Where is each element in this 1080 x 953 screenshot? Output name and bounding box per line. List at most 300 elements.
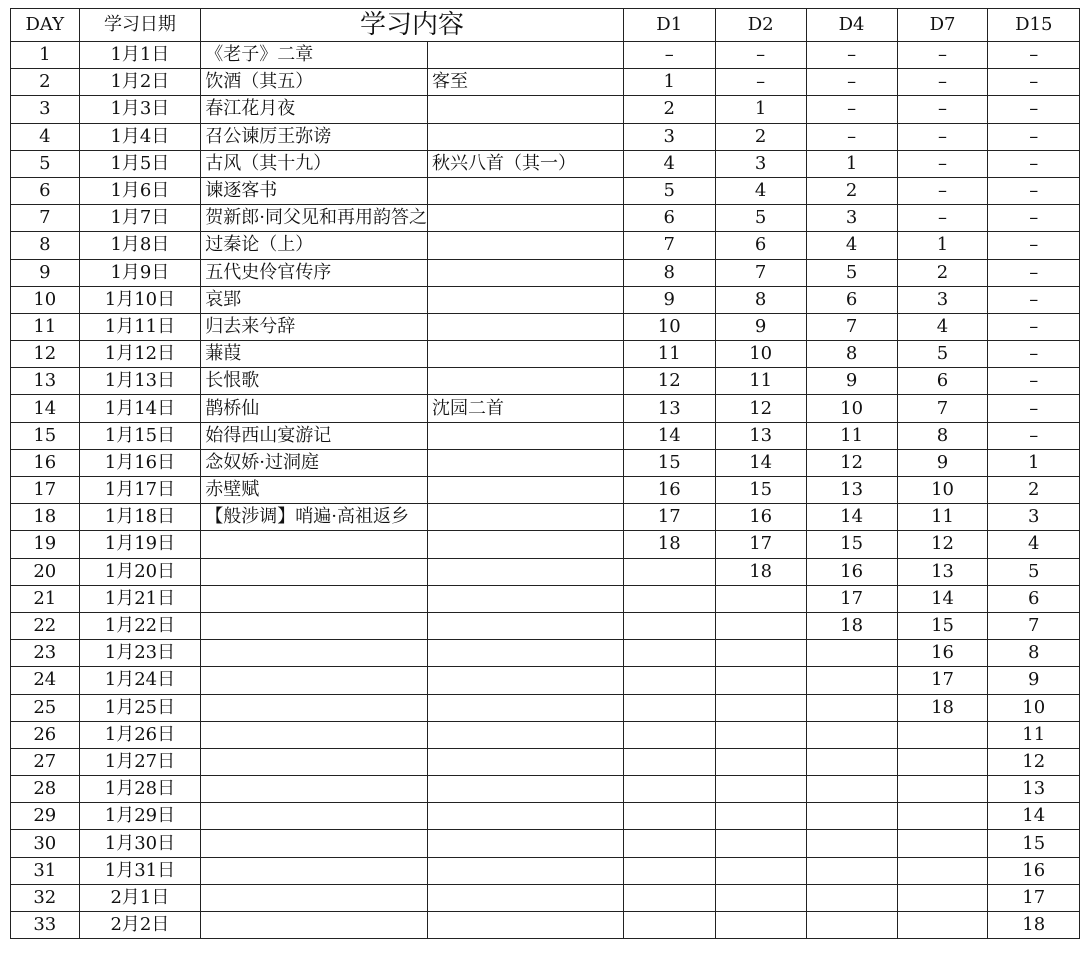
content-cell[interactable] — [201, 776, 428, 803]
content-cell[interactable]: 归去来兮辞 — [201, 313, 428, 340]
review-d7-cell[interactable]: 12 — [897, 531, 988, 558]
day-cell[interactable]: 8 — [11, 232, 80, 259]
content-cell[interactable]: 长恨歌 — [201, 368, 428, 395]
header-d1[interactable]: D1 — [623, 9, 715, 42]
review-d2-cell[interactable]: 11 — [715, 368, 806, 395]
review-d1-cell[interactable] — [623, 830, 715, 857]
review-d7-cell[interactable]: 10 — [897, 477, 988, 504]
review-d2-cell[interactable]: 13 — [715, 422, 806, 449]
day-cell[interactable]: 12 — [11, 341, 80, 368]
review-d2-cell[interactable]: 8 — [715, 286, 806, 313]
review-d15-cell[interactable]: 9 — [988, 667, 1080, 694]
content-extra-cell[interactable] — [428, 721, 624, 748]
date-cell[interactable]: 1月29日 — [79, 803, 201, 830]
review-d4-cell[interactable]: 10 — [806, 395, 897, 422]
review-d7-cell[interactable]: – — [897, 150, 988, 177]
review-d15-cell[interactable]: 5 — [988, 558, 1080, 585]
review-d7-cell[interactable]: 17 — [897, 667, 988, 694]
review-d1-cell[interactable]: 14 — [623, 422, 715, 449]
date-cell[interactable]: 2月1日 — [79, 884, 201, 911]
header-d2[interactable]: D2 — [715, 9, 806, 42]
review-d4-cell[interactable] — [806, 721, 897, 748]
review-d15-cell[interactable]: – — [988, 368, 1080, 395]
content-extra-cell[interactable] — [428, 640, 624, 667]
content-extra-cell[interactable] — [428, 912, 624, 939]
content-extra-cell[interactable] — [428, 694, 624, 721]
content-extra-cell[interactable]: 沈园二首 — [428, 395, 624, 422]
review-d1-cell[interactable]: 6 — [623, 205, 715, 232]
content-extra-cell[interactable] — [428, 42, 624, 69]
review-d2-cell[interactable] — [715, 640, 806, 667]
review-d7-cell[interactable]: 6 — [897, 368, 988, 395]
review-d1-cell[interactable]: 2 — [623, 96, 715, 123]
review-d1-cell[interactable] — [623, 884, 715, 911]
day-cell[interactable]: 2 — [11, 69, 80, 96]
content-extra-cell[interactable] — [428, 857, 624, 884]
date-cell[interactable]: 1月12日 — [79, 341, 201, 368]
day-cell[interactable]: 28 — [11, 776, 80, 803]
review-d1-cell[interactable]: 8 — [623, 259, 715, 286]
review-d15-cell[interactable]: – — [988, 395, 1080, 422]
content-cell[interactable] — [201, 531, 428, 558]
review-d7-cell[interactable]: – — [897, 96, 988, 123]
review-d1-cell[interactable] — [623, 585, 715, 612]
review-d1-cell[interactable]: 7 — [623, 232, 715, 259]
review-d15-cell[interactable]: 8 — [988, 640, 1080, 667]
content-cell[interactable]: 贺新郎·同父见和再用韵答之 — [201, 205, 428, 232]
content-extra-cell[interactable] — [428, 776, 624, 803]
review-d15-cell[interactable]: 17 — [988, 884, 1080, 911]
content-cell[interactable] — [201, 585, 428, 612]
content-extra-cell[interactable] — [428, 205, 624, 232]
date-cell[interactable]: 1月30日 — [79, 830, 201, 857]
review-d15-cell[interactable]: – — [988, 69, 1080, 96]
content-cell[interactable]: 始得西山宴游记 — [201, 422, 428, 449]
review-d2-cell[interactable]: 10 — [715, 341, 806, 368]
day-cell[interactable]: 20 — [11, 558, 80, 585]
content-extra-cell[interactable] — [428, 259, 624, 286]
date-cell[interactable]: 1月11日 — [79, 313, 201, 340]
content-cell[interactable]: 《老子》二章 — [201, 42, 428, 69]
content-cell[interactable] — [201, 830, 428, 857]
review-d4-cell[interactable]: 4 — [806, 232, 897, 259]
content-extra-cell[interactable] — [428, 422, 624, 449]
review-d4-cell[interactable]: 6 — [806, 286, 897, 313]
day-cell[interactable]: 10 — [11, 286, 80, 313]
review-d7-cell[interactable]: 18 — [897, 694, 988, 721]
content-extra-cell[interactable] — [428, 123, 624, 150]
content-cell[interactable]: 鹊桥仙 — [201, 395, 428, 422]
review-d1-cell[interactable] — [623, 912, 715, 939]
review-d15-cell[interactable]: 6 — [988, 585, 1080, 612]
review-d15-cell[interactable]: – — [988, 150, 1080, 177]
review-d1-cell[interactable] — [623, 694, 715, 721]
content-extra-cell[interactable] — [428, 504, 624, 531]
review-d2-cell[interactable]: 3 — [715, 150, 806, 177]
date-cell[interactable]: 1月9日 — [79, 259, 201, 286]
review-d1-cell[interactable]: 17 — [623, 504, 715, 531]
date-cell[interactable]: 1月26日 — [79, 721, 201, 748]
review-d2-cell[interactable] — [715, 912, 806, 939]
review-d7-cell[interactable]: 8 — [897, 422, 988, 449]
review-d1-cell[interactable]: 4 — [623, 150, 715, 177]
review-d2-cell[interactable]: 4 — [715, 177, 806, 204]
review-d15-cell[interactable]: – — [988, 313, 1080, 340]
review-d15-cell[interactable]: 13 — [988, 776, 1080, 803]
content-cell[interactable] — [201, 721, 428, 748]
review-d1-cell[interactable]: 12 — [623, 368, 715, 395]
content-cell[interactable] — [201, 912, 428, 939]
day-cell[interactable]: 32 — [11, 884, 80, 911]
content-cell[interactable]: 古风（其十九） — [201, 150, 428, 177]
review-d1-cell[interactable] — [623, 667, 715, 694]
review-d15-cell[interactable]: 14 — [988, 803, 1080, 830]
review-d1-cell[interactable]: 18 — [623, 531, 715, 558]
content-cell[interactable]: 春江花月夜 — [201, 96, 428, 123]
review-d2-cell[interactable]: 7 — [715, 259, 806, 286]
content-cell[interactable] — [201, 640, 428, 667]
review-d4-cell[interactable]: 12 — [806, 449, 897, 476]
content-extra-cell[interactable] — [428, 313, 624, 340]
content-extra-cell[interactable] — [428, 585, 624, 612]
review-d4-cell[interactable] — [806, 694, 897, 721]
review-d2-cell[interactable] — [715, 721, 806, 748]
review-d7-cell[interactable]: 14 — [897, 585, 988, 612]
review-d15-cell[interactable]: – — [988, 341, 1080, 368]
review-d4-cell[interactable]: 5 — [806, 259, 897, 286]
review-d4-cell[interactable] — [806, 803, 897, 830]
date-cell[interactable]: 1月1日 — [79, 42, 201, 69]
date-cell[interactable]: 1月22日 — [79, 612, 201, 639]
day-cell[interactable]: 16 — [11, 449, 80, 476]
day-cell[interactable]: 19 — [11, 531, 80, 558]
review-d15-cell[interactable]: – — [988, 286, 1080, 313]
review-d2-cell[interactable]: 9 — [715, 313, 806, 340]
content-cell[interactable]: 饮酒（其五） — [201, 69, 428, 96]
review-d2-cell[interactable] — [715, 830, 806, 857]
review-d2-cell[interactable] — [715, 694, 806, 721]
day-cell[interactable]: 21 — [11, 585, 80, 612]
date-cell[interactable]: 1月5日 — [79, 150, 201, 177]
date-cell[interactable]: 1月7日 — [79, 205, 201, 232]
review-d1-cell[interactable]: 15 — [623, 449, 715, 476]
review-d7-cell[interactable]: 1 — [897, 232, 988, 259]
day-cell[interactable]: 6 — [11, 177, 80, 204]
review-d15-cell[interactable]: – — [988, 96, 1080, 123]
review-d7-cell[interactable] — [897, 803, 988, 830]
date-cell[interactable]: 1月18日 — [79, 504, 201, 531]
content-extra-cell[interactable] — [428, 667, 624, 694]
content-extra-cell[interactable] — [428, 232, 624, 259]
review-d7-cell[interactable]: – — [897, 123, 988, 150]
review-d2-cell[interactable]: 12 — [715, 395, 806, 422]
review-d15-cell[interactable]: 15 — [988, 830, 1080, 857]
date-cell[interactable]: 1月17日 — [79, 477, 201, 504]
review-d15-cell[interactable]: – — [988, 177, 1080, 204]
review-d7-cell[interactable]: 3 — [897, 286, 988, 313]
review-d2-cell[interactable] — [715, 585, 806, 612]
review-d2-cell[interactable]: 1 — [715, 96, 806, 123]
date-cell[interactable]: 1月14日 — [79, 395, 201, 422]
day-cell[interactable]: 26 — [11, 721, 80, 748]
review-d7-cell[interactable]: – — [897, 42, 988, 69]
review-d2-cell[interactable]: 5 — [715, 205, 806, 232]
review-d4-cell[interactable]: 15 — [806, 531, 897, 558]
header-d4[interactable]: D4 — [806, 9, 897, 42]
review-d2-cell[interactable] — [715, 748, 806, 775]
review-d1-cell[interactable]: 5 — [623, 177, 715, 204]
day-cell[interactable]: 9 — [11, 259, 80, 286]
content-extra-cell[interactable] — [428, 748, 624, 775]
day-cell[interactable]: 31 — [11, 857, 80, 884]
review-d1-cell[interactable] — [623, 857, 715, 884]
content-cell[interactable] — [201, 694, 428, 721]
review-d1-cell[interactable]: 11 — [623, 341, 715, 368]
day-cell[interactable]: 17 — [11, 477, 80, 504]
review-d4-cell[interactable]: 9 — [806, 368, 897, 395]
day-cell[interactable]: 27 — [11, 748, 80, 775]
day-cell[interactable]: 25 — [11, 694, 80, 721]
date-cell[interactable]: 1月19日 — [79, 531, 201, 558]
content-extra-cell[interactable] — [428, 449, 624, 476]
review-d7-cell[interactable] — [897, 857, 988, 884]
content-extra-cell[interactable] — [428, 286, 624, 313]
day-cell[interactable]: 14 — [11, 395, 80, 422]
review-d2-cell[interactable]: 15 — [715, 477, 806, 504]
review-d7-cell[interactable]: 13 — [897, 558, 988, 585]
review-d7-cell[interactable]: 7 — [897, 395, 988, 422]
review-d15-cell[interactable]: 2 — [988, 477, 1080, 504]
review-d2-cell[interactable] — [715, 803, 806, 830]
review-d1-cell[interactable]: 16 — [623, 477, 715, 504]
review-d4-cell[interactable]: 1 — [806, 150, 897, 177]
day-cell[interactable]: 11 — [11, 313, 80, 340]
review-d15-cell[interactable]: 7 — [988, 612, 1080, 639]
review-d7-cell[interactable]: – — [897, 177, 988, 204]
review-d2-cell[interactable] — [715, 776, 806, 803]
review-d2-cell[interactable]: 14 — [715, 449, 806, 476]
date-cell[interactable]: 1月21日 — [79, 585, 201, 612]
day-cell[interactable]: 15 — [11, 422, 80, 449]
day-cell[interactable]: 13 — [11, 368, 80, 395]
header-d15[interactable]: D15 — [988, 9, 1080, 42]
day-cell[interactable]: 24 — [11, 667, 80, 694]
review-d4-cell[interactable] — [806, 667, 897, 694]
review-d2-cell[interactable] — [715, 884, 806, 911]
review-d1-cell[interactable]: 10 — [623, 313, 715, 340]
review-d15-cell[interactable]: – — [988, 422, 1080, 449]
review-d1-cell[interactable]: 13 — [623, 395, 715, 422]
review-d7-cell[interactable]: 2 — [897, 259, 988, 286]
review-d15-cell[interactable]: – — [988, 205, 1080, 232]
review-d4-cell[interactable]: – — [806, 96, 897, 123]
content-extra-cell[interactable] — [428, 368, 624, 395]
date-cell[interactable]: 1月2日 — [79, 69, 201, 96]
review-d15-cell[interactable]: 11 — [988, 721, 1080, 748]
date-cell[interactable]: 1月8日 — [79, 232, 201, 259]
review-d2-cell[interactable]: 6 — [715, 232, 806, 259]
content-extra-cell[interactable] — [428, 884, 624, 911]
review-d4-cell[interactable] — [806, 640, 897, 667]
day-cell[interactable]: 18 — [11, 504, 80, 531]
content-cell[interactable]: 召公谏厉王弥谤 — [201, 123, 428, 150]
date-cell[interactable]: 1月10日 — [79, 286, 201, 313]
date-cell[interactable]: 2月2日 — [79, 912, 201, 939]
review-d7-cell[interactable]: 5 — [897, 341, 988, 368]
content-cell[interactable]: 赤壁赋 — [201, 477, 428, 504]
day-cell[interactable]: 1 — [11, 42, 80, 69]
review-d4-cell[interactable] — [806, 912, 897, 939]
review-d4-cell[interactable]: 14 — [806, 504, 897, 531]
content-extra-cell[interactable] — [428, 341, 624, 368]
content-cell[interactable] — [201, 667, 428, 694]
content-extra-cell[interactable]: 客至 — [428, 69, 624, 96]
day-cell[interactable]: 22 — [11, 612, 80, 639]
header-content[interactable]: 学习内容 — [201, 9, 624, 42]
review-d7-cell[interactable] — [897, 912, 988, 939]
review-d7-cell[interactable] — [897, 884, 988, 911]
day-cell[interactable]: 5 — [11, 150, 80, 177]
day-cell[interactable]: 29 — [11, 803, 80, 830]
content-cell[interactable] — [201, 803, 428, 830]
review-d7-cell[interactable] — [897, 776, 988, 803]
review-d4-cell[interactable]: – — [806, 69, 897, 96]
day-cell[interactable]: 33 — [11, 912, 80, 939]
review-d1-cell[interactable] — [623, 748, 715, 775]
date-cell[interactable]: 1月13日 — [79, 368, 201, 395]
content-cell[interactable]: 【般涉调】哨遍·高祖返乡 — [201, 504, 428, 531]
header-date[interactable]: 学习日期 — [79, 9, 201, 42]
review-d4-cell[interactable]: 7 — [806, 313, 897, 340]
review-d15-cell[interactable]: – — [988, 123, 1080, 150]
review-d2-cell[interactable]: 18 — [715, 558, 806, 585]
review-d4-cell[interactable]: 8 — [806, 341, 897, 368]
review-d4-cell[interactable]: 13 — [806, 477, 897, 504]
review-d1-cell[interactable]: – — [623, 42, 715, 69]
date-cell[interactable]: 1月4日 — [79, 123, 201, 150]
review-d15-cell[interactable]: 16 — [988, 857, 1080, 884]
header-day[interactable]: DAY — [11, 9, 80, 42]
review-d4-cell[interactable]: 11 — [806, 422, 897, 449]
content-cell[interactable] — [201, 884, 428, 911]
review-d2-cell[interactable] — [715, 667, 806, 694]
review-d7-cell[interactable] — [897, 830, 988, 857]
review-d2-cell[interactable]: 2 — [715, 123, 806, 150]
day-cell[interactable]: 30 — [11, 830, 80, 857]
review-d2-cell[interactable] — [715, 857, 806, 884]
content-extra-cell[interactable] — [428, 531, 624, 558]
review-d1-cell[interactable]: 1 — [623, 69, 715, 96]
review-d15-cell[interactable]: 1 — [988, 449, 1080, 476]
content-extra-cell[interactable] — [428, 96, 624, 123]
date-cell[interactable]: 1月3日 — [79, 96, 201, 123]
review-d2-cell[interactable]: 17 — [715, 531, 806, 558]
review-d1-cell[interactable] — [623, 721, 715, 748]
review-d1-cell[interactable]: 3 — [623, 123, 715, 150]
review-d15-cell[interactable]: 12 — [988, 748, 1080, 775]
date-cell[interactable]: 1月24日 — [79, 667, 201, 694]
content-extra-cell[interactable] — [428, 558, 624, 585]
content-cell[interactable]: 蒹葭 — [201, 341, 428, 368]
day-cell[interactable]: 3 — [11, 96, 80, 123]
content-extra-cell[interactable] — [428, 177, 624, 204]
review-d15-cell[interactable]: 4 — [988, 531, 1080, 558]
content-cell[interactable] — [201, 748, 428, 775]
review-d1-cell[interactable] — [623, 803, 715, 830]
review-d1-cell[interactable] — [623, 558, 715, 585]
content-cell[interactable]: 谏逐客书 — [201, 177, 428, 204]
review-d4-cell[interactable] — [806, 776, 897, 803]
review-d1-cell[interactable] — [623, 640, 715, 667]
review-d7-cell[interactable]: 15 — [897, 612, 988, 639]
date-cell[interactable]: 1月6日 — [79, 177, 201, 204]
content-extra-cell[interactable]: 秋兴八首（其一） — [428, 150, 624, 177]
date-cell[interactable]: 1月27日 — [79, 748, 201, 775]
content-extra-cell[interactable] — [428, 477, 624, 504]
date-cell[interactable]: 1月20日 — [79, 558, 201, 585]
content-cell[interactable]: 哀郢 — [201, 286, 428, 313]
review-d7-cell[interactable]: 11 — [897, 504, 988, 531]
content-cell[interactable] — [201, 857, 428, 884]
date-cell[interactable]: 1月25日 — [79, 694, 201, 721]
review-d4-cell[interactable] — [806, 857, 897, 884]
date-cell[interactable]: 1月23日 — [79, 640, 201, 667]
review-d15-cell[interactable]: 10 — [988, 694, 1080, 721]
review-d4-cell[interactable]: 2 — [806, 177, 897, 204]
review-d7-cell[interactable] — [897, 721, 988, 748]
review-d15-cell[interactable]: 3 — [988, 504, 1080, 531]
header-d7[interactable]: D7 — [897, 9, 988, 42]
review-d4-cell[interactable]: 17 — [806, 585, 897, 612]
review-d1-cell[interactable]: 9 — [623, 286, 715, 313]
date-cell[interactable]: 1月16日 — [79, 449, 201, 476]
review-d4-cell[interactable]: 3 — [806, 205, 897, 232]
day-cell[interactable]: 23 — [11, 640, 80, 667]
day-cell[interactable]: 7 — [11, 205, 80, 232]
review-d7-cell[interactable]: 4 — [897, 313, 988, 340]
content-extra-cell[interactable] — [428, 612, 624, 639]
review-d2-cell[interactable] — [715, 612, 806, 639]
content-cell[interactable] — [201, 612, 428, 639]
review-d7-cell[interactable] — [897, 748, 988, 775]
content-cell[interactable]: 过秦论（上） — [201, 232, 428, 259]
review-d1-cell[interactable] — [623, 776, 715, 803]
review-d2-cell[interactable]: 16 — [715, 504, 806, 531]
content-cell[interactable]: 念奴娇·过洞庭 — [201, 449, 428, 476]
review-d4-cell[interactable] — [806, 748, 897, 775]
review-d15-cell[interactable]: – — [988, 42, 1080, 69]
date-cell[interactable]: 1月28日 — [79, 776, 201, 803]
date-cell[interactable]: 1月31日 — [79, 857, 201, 884]
review-d7-cell[interactable]: – — [897, 69, 988, 96]
review-d4-cell[interactable]: 16 — [806, 558, 897, 585]
review-d4-cell[interactable] — [806, 830, 897, 857]
date-cell[interactable]: 1月15日 — [79, 422, 201, 449]
review-d2-cell[interactable]: – — [715, 42, 806, 69]
day-cell[interactable]: 4 — [11, 123, 80, 150]
review-d7-cell[interactable]: 9 — [897, 449, 988, 476]
review-d1-cell[interactable] — [623, 612, 715, 639]
review-d4-cell[interactable]: – — [806, 42, 897, 69]
review-d15-cell[interactable]: 18 — [988, 912, 1080, 939]
review-d4-cell[interactable]: 18 — [806, 612, 897, 639]
review-d4-cell[interactable] — [806, 884, 897, 911]
content-extra-cell[interactable] — [428, 830, 624, 857]
content-extra-cell[interactable] — [428, 803, 624, 830]
review-d7-cell[interactable]: 16 — [897, 640, 988, 667]
content-cell[interactable]: 五代史伶官传序 — [201, 259, 428, 286]
review-d2-cell[interactable]: – — [715, 69, 806, 96]
